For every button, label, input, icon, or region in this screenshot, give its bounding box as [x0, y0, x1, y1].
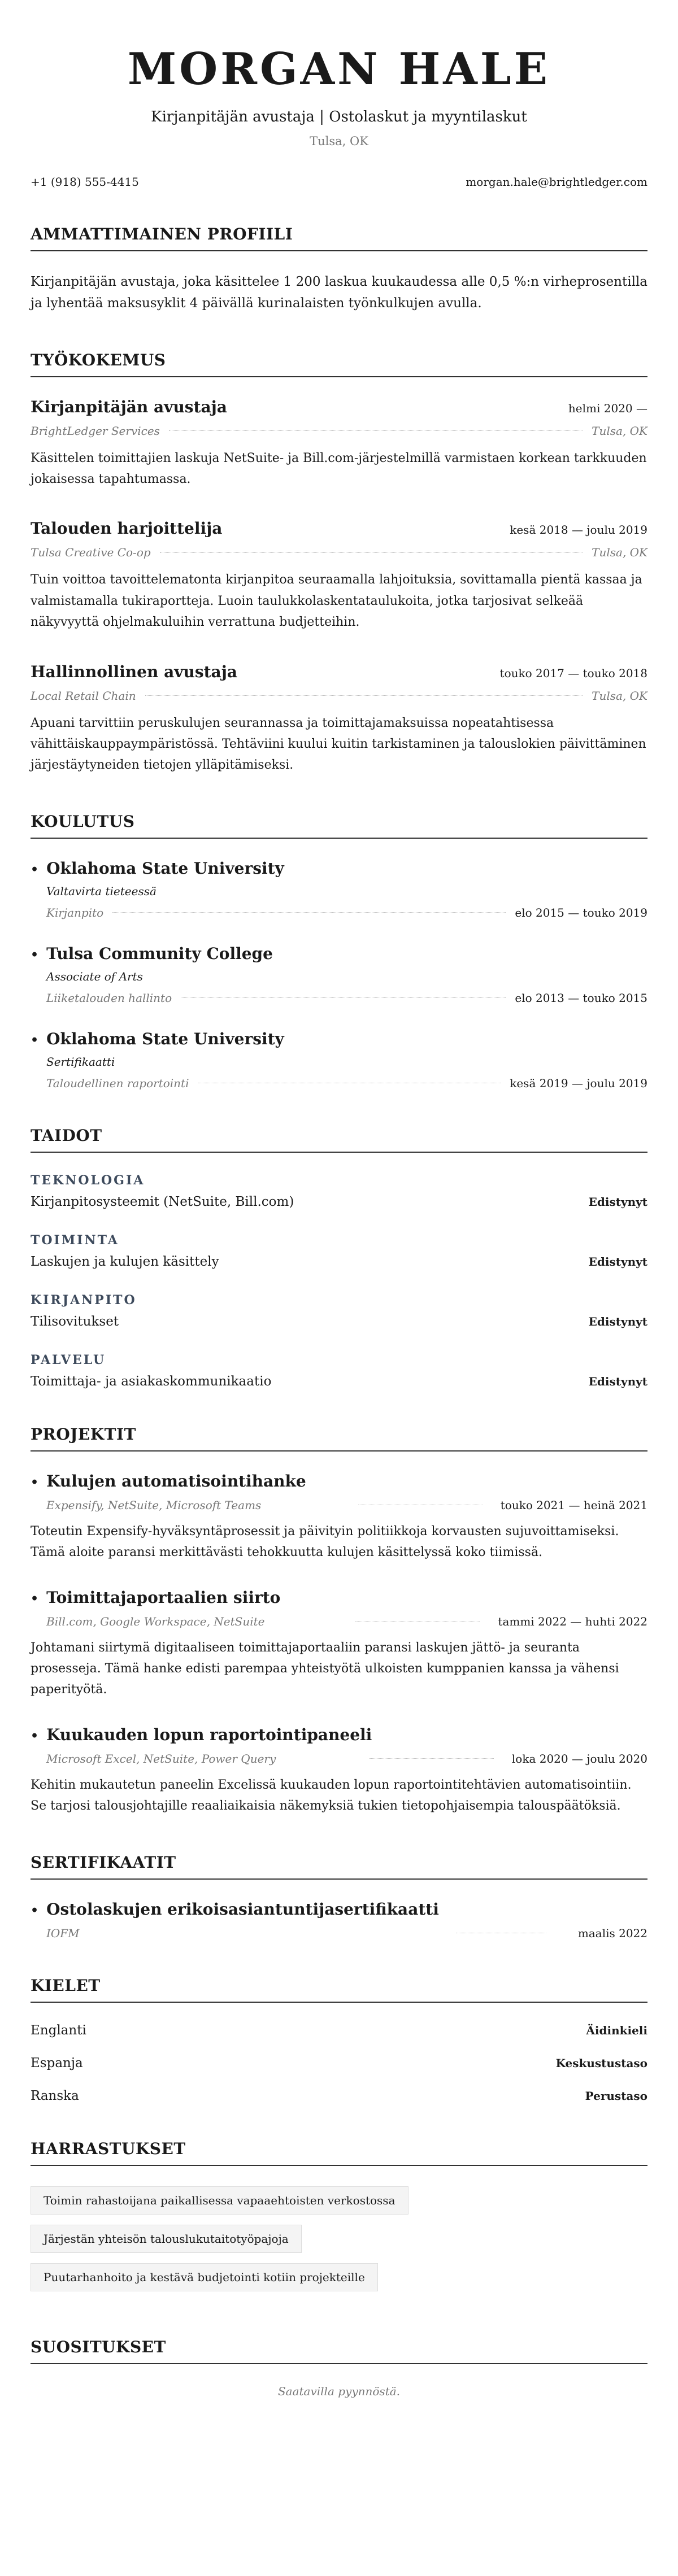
- bullet-icon: •: [31, 1475, 39, 1490]
- skill-name: Kirjanpitosysteemit (NetSuite, Bill.com): [31, 1194, 294, 1209]
- section-title-projects: PROJEKTIT: [31, 1425, 647, 1452]
- skill-category: TEKNOLOGIA: [31, 1173, 145, 1188]
- language-level: Keskustustaso: [555, 2056, 647, 2070]
- certifications-section: [31, 1853, 647, 1940]
- section-title-interests: HARRASTUKSET: [31, 2139, 647, 2166]
- project-tools: Microsoft Excel, NetSuite, Power Query: [46, 1751, 276, 1766]
- skill-level: Edistynyt: [588, 1195, 647, 1209]
- job-company: BrightLedger Services: [31, 424, 160, 438]
- candidate-location: Tulsa, OK: [310, 134, 368, 148]
- job-title: Hallinnollinen avustaja: [31, 662, 237, 681]
- job-title: Kirjanpitäjän avustaja: [31, 397, 227, 416]
- skill-level: Edistynyt: [588, 1254, 647, 1269]
- job-entry: [31, 398, 647, 490]
- project-entry: [31, 1725, 647, 1817]
- job-location: Tulsa, OK: [592, 688, 647, 703]
- degree-name: Associate of Arts: [46, 969, 143, 983]
- skill-category: PALVELU: [31, 1352, 106, 1367]
- section-title-languages: KIELET: [31, 1976, 647, 2003]
- project-name: Kuukauden lopun raportointipaneeli: [46, 1725, 372, 1744]
- field-of-study: Taloudellinen raportointi: [46, 1076, 189, 1090]
- project-description: Kehitin mukautetun paneelin Excelissä kuukauden lopun raportointitehtävien automatisointiin. Se tarjosi talousjohtajille reaaliaikaisia näkemyksiä tukien tietopohjaisempia talouspäätöksiä.: [31, 1777, 632, 1814]
- project-entry: [31, 1472, 647, 1563]
- bullet-icon: •: [31, 1591, 39, 1606]
- section-title-experience: TYÖKOKEMUS: [31, 351, 647, 377]
- project-dates: tammi 2022 — huhti 2022: [498, 1614, 647, 1628]
- education-entry: [31, 1030, 647, 1090]
- project-description: Toteutin Expensify-hyväksyntäprosessit ja päivityin politiikkoja korvausten sujuvoittamiseksi. Tämä aloite paransi merkittävästi tehokkuutta kulujen käsittelyssä koko tiimissä.: [31, 1524, 619, 1560]
- project-entry: [31, 1588, 647, 1701]
- contact-row: [31, 175, 647, 189]
- language-level: Äidinkieli: [586, 2023, 647, 2037]
- school-name: Tulsa Community College: [46, 944, 273, 963]
- education-dates: elo 2015 — touko 2019: [515, 905, 647, 919]
- education-section: [31, 812, 647, 1090]
- job-entry: [31, 519, 647, 633]
- skill-name: Toimittaja- ja asiakaskommunikaatio: [31, 1374, 272, 1389]
- field-of-study: Kirjanpito: [46, 905, 104, 919]
- degree-name: Valtavirta tieteessä: [46, 884, 157, 898]
- certification-name: Ostolaskujen erikoisasiantuntijasertifikaatti: [46, 1899, 439, 1919]
- project-dates: loka 2020 — joulu 2020: [511, 1751, 647, 1766]
- job-description: Käsittelen toimittajien laskuja NetSuite- ja Bill.com-järjestelmillä varmistaen korkean tarkkuuden jokaisessa tapahtumassa.: [31, 451, 647, 487]
- skill-category: KIRJANPITO: [31, 1292, 137, 1307]
- section-title-profile: AMMATTIMAINEN PROFIILI: [31, 225, 647, 251]
- language-name: Espanja: [31, 2055, 83, 2071]
- education-entry: [31, 859, 647, 919]
- dotted-leader: [145, 695, 583, 696]
- job-dates: helmi 2020 —: [568, 401, 647, 415]
- references-section: [31, 2338, 647, 2398]
- job-entry: [31, 662, 647, 776]
- interest-tag: Puutarhanhoito ja kestävä budjetointi kotiin projekteille: [31, 2263, 378, 2291]
- job-description: Tuin voittoa tavoittelematonta kirjanpitoa seuraamalla lahjoituksia, sovittamalla pientä kassaa ja valmistamalla tukiraportteja. Luoin taulukkolaskentataulukoita, jotka tarjosivat selkeää näkyvyyttä ohjelmakuluihin verrattuna budjetteihin.: [31, 573, 642, 630]
- section-title-education: KOULUTUS: [31, 812, 647, 839]
- experience-section: [31, 351, 647, 776]
- job-dates: kesä 2018 — joulu 2019: [510, 523, 647, 537]
- dotted-leader: [112, 912, 506, 913]
- skill-level: Edistynyt: [588, 1374, 647, 1388]
- certification-date: maalis 2022: [577, 1926, 647, 1940]
- language-row: [31, 2023, 647, 2038]
- bullet-icon: •: [31, 1728, 39, 1744]
- interest-tag: Toimin rahastoijana paikallisessa vapaaehtoisten verkostossa: [31, 2186, 408, 2215]
- section-title-certifications: SERTIFIKAATIT: [31, 1853, 647, 1880]
- bullet-icon: •: [31, 1903, 39, 1918]
- dotted-leader: [160, 552, 583, 553]
- skill-block: [31, 1293, 647, 1329]
- bullet-icon: •: [31, 947, 39, 962]
- interest-tag: Järjestän yhteisön talouslukutaitotyöpajoja: [31, 2225, 302, 2253]
- dotted-leader: [355, 1621, 480, 1622]
- project-dates: touko 2021 — heinä 2021: [500, 1498, 647, 1512]
- field-of-study: Liiketalouden hallinto: [46, 991, 172, 1005]
- candidate-name: MORGAN HALE: [127, 43, 551, 95]
- job-description: Apuani tarvittiin peruskulujen seurannassa ja toimittajamaksuissa nopeatahtisessa vähittäiskauppaympäristössä. Tehtäviini kuului kuitin tarkistaminen ja talouslokien päivittäminen järjestäytyneiden tietojen ylläpitämiseksi.: [31, 716, 646, 773]
- language-row: [31, 2056, 647, 2071]
- profile-text: Kirjanpitäjän avustaja, joka käsittelee 1 200 laskua kuukaudessa alle 0,5 %:n virheprosentilla ja lyhentää maksusyklit 4 päivällä kurinalaisten työnkulkujen avulla.: [31, 274, 648, 311]
- bullet-icon: •: [31, 862, 39, 877]
- section-title-references: SUOSITUKSET: [31, 2338, 647, 2364]
- skill-block: [31, 1173, 647, 1209]
- dotted-leader: [181, 997, 506, 998]
- skill-name: Laskujen ja kulujen käsittely: [31, 1254, 219, 1269]
- dotted-leader: [370, 1758, 494, 1759]
- certification-issuer: IOFM: [46, 1926, 80, 1940]
- education-dates: elo 2013 — touko 2015: [515, 991, 647, 1005]
- job-title: Talouden harjoittelija: [31, 519, 223, 538]
- project-tools: Expensify, NetSuite, Microsoft Teams: [46, 1498, 262, 1512]
- job-dates: touko 2017 — touko 2018: [499, 666, 647, 680]
- skill-category: TOIMINTA: [31, 1232, 119, 1248]
- interest-tags: [31, 2186, 647, 2302]
- job-company: Local Retail Chain: [31, 688, 136, 703]
- phone-number[interactable]: +1 (918) 555-4415: [31, 175, 139, 189]
- email-address[interactable]: morgan.hale@brightledger.com: [466, 175, 647, 189]
- profile-section: [31, 225, 647, 315]
- education-dates: kesä 2019 — joulu 2019: [510, 1076, 647, 1090]
- dotted-leader: [169, 430, 583, 431]
- project-description: Johtamani siirtymä digitaaliseen toimittajaportaaliin paransi laskujen jättö- ja seuranta prosesseja. Tämä hanke edisti parempaa yhteistyötä ulkoisten kumppanien kanssa ja vähensi paperityötä.: [31, 1640, 619, 1697]
- school-name: Oklahoma State University: [46, 1029, 284, 1048]
- skill-name: Tilisovitukset: [31, 1314, 119, 1329]
- resume-page: [31, 0, 647, 2432]
- education-entry: [31, 944, 647, 1005]
- degree-name: Sertifikaatti: [46, 1054, 115, 1069]
- skill-level: Edistynyt: [588, 1314, 647, 1328]
- skill-block: [31, 1353, 647, 1389]
- section-title-skills: TAIDOT: [31, 1126, 647, 1153]
- bullet-icon: •: [31, 1032, 39, 1048]
- project-tools: Bill.com, Google Workspace, NetSuite: [46, 1614, 265, 1628]
- project-name: Toimittajaportaalien siirto: [46, 1588, 281, 1607]
- references-text: Saatavilla pyynnöstä.: [277, 2384, 401, 2398]
- language-name: Ranska: [31, 2088, 79, 2103]
- projects-section: [31, 1425, 647, 1817]
- language-row: [31, 2089, 647, 2103]
- skill-block: [31, 1233, 647, 1269]
- languages-section: [31, 1976, 647, 2103]
- job-location: Tulsa, OK: [592, 546, 647, 560]
- job-company: Tulsa Creative Co-op: [31, 546, 151, 560]
- language-level: Perustaso: [585, 2089, 647, 2103]
- certification-entry: [31, 1900, 647, 1940]
- school-name: Oklahoma State University: [46, 858, 284, 878]
- interests-section: [31, 2139, 647, 2302]
- project-name: Kulujen automatisointihanke: [46, 1471, 306, 1490]
- job-location: Tulsa, OK: [592, 424, 647, 438]
- language-name: Englanti: [31, 2023, 86, 2038]
- candidate-tagline: Kirjanpitäjän avustaja | Ostolaskut ja myyntilaskut: [151, 108, 527, 125]
- skills-section: [31, 1126, 647, 1389]
